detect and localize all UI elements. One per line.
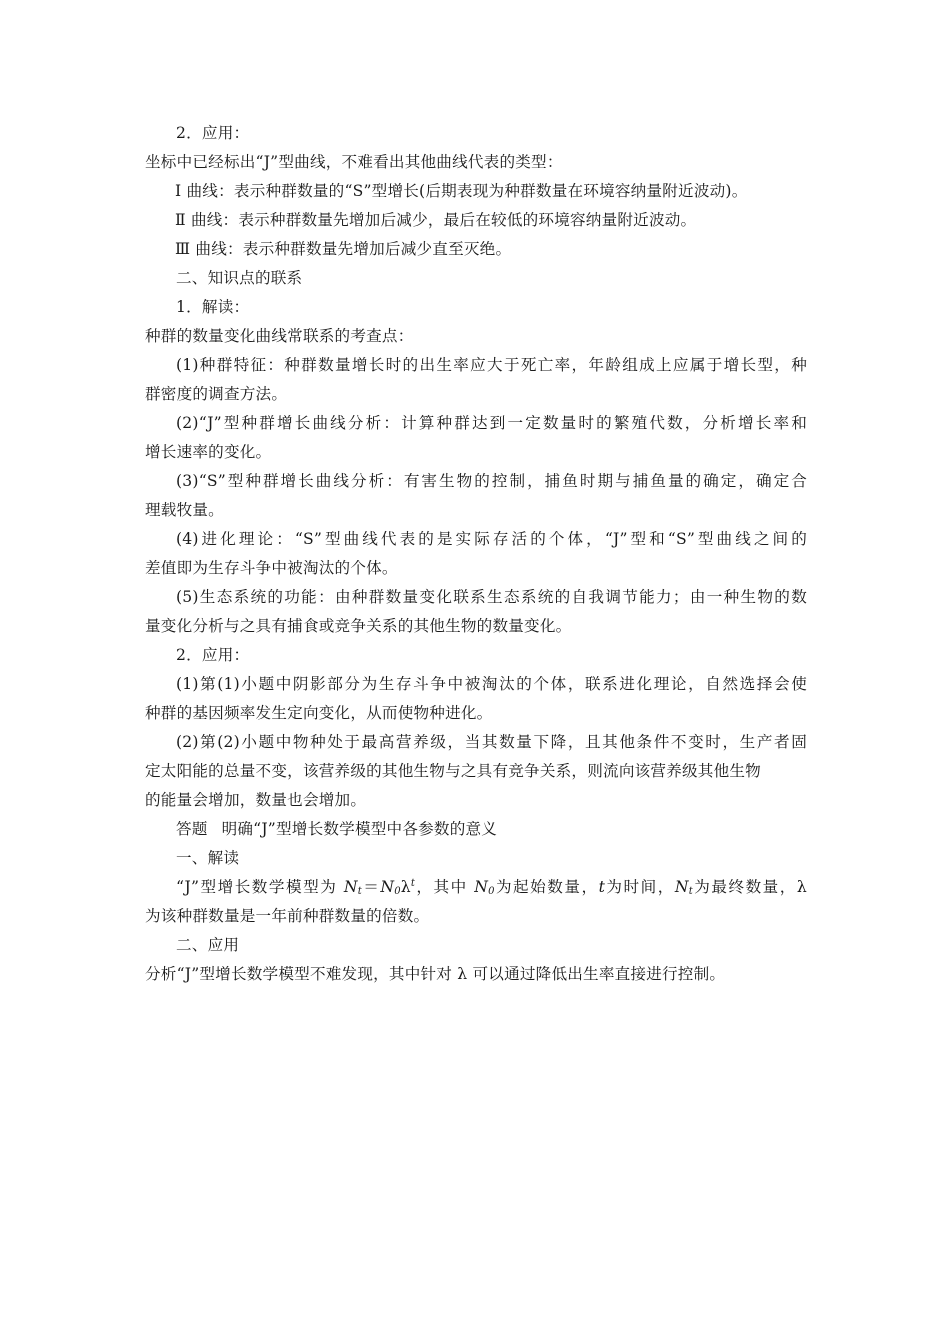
paragraph-line: 为该种群数量是一年前种群数量的倍数。 [145,907,430,925]
paragraph-line: 量变化分析与之具有捕食或竞争关系的其他生物的数量变化。 [145,617,572,635]
answer-heading [145,815,807,844]
heading-application-2: 2．应用： [176,646,250,664]
formula-sup-t: t [410,878,416,889]
formula-var-n0: N [474,878,489,896]
paragraph-3 [145,467,807,525]
paragraph-line: 理载牧量。 [145,501,224,519]
formula-var-n: N [343,878,358,896]
formula-line [145,873,807,902]
paragraph-line: 的能量会增加，数量也会增加。 [145,791,367,809]
paragraph-line: 定太阳能的总量不变，该营养级的其他生物与之具有竞争关系，则流向该营养级其他生物 [145,762,761,780]
heading-application-1: 2．应用： [176,124,250,142]
section-heading-knowledge-links: 二、知识点的联系 [176,269,303,287]
paragraph-line: (3)“S”型种群增长曲线分析：有害生物的控制，捕鱼时期与捕鱼量的确定，确定合 [176,472,807,490]
formula-sub-0: 0 [394,886,401,897]
paragraph-line: (5)生态系统的功能：由种群数量变化联系生态系统的自我调节能力；由一种生物的数 [176,588,807,606]
paragraph-line: 差值即为生存斗争中被淘汰的个体。 [145,559,398,577]
formula-text: “J”型增长数学模型为 [176,878,344,896]
paragraph-line: (1)种群特征：种群数量增长时的出生率应大于死亡率，年龄组成上应属于增长型，种 [176,356,807,374]
paragraph-line: 增长速率的变化。 [145,443,272,461]
paragraph-line: 种群的基因频率发生定向变化，从而使物种进化。 [145,704,493,722]
paragraph-7 [145,728,807,815]
text-line: 分析“J”型增长数学模型不难发现，其中针对 λ 可以通过降低出生率直接进行控制。 [145,965,726,983]
paragraph-2 [145,409,807,467]
text-curve-3: Ⅲ 曲线：表示种群数量先增加后减少直至灭绝。 [175,240,512,258]
formula-var-t: t [598,878,606,896]
section-heading-interpretation: 一、解读 [176,849,240,867]
paragraph-1 [145,351,807,409]
formula-eq: ＝ [361,878,381,896]
formula-text: 为起始数量， [494,878,599,896]
document-body [145,119,807,989]
paragraph-line: (2)第(2)小题中物种处于最高营养级，当其数量下降，且其他条件不变时，生产者固 [176,733,807,751]
answer-label: 答题 [176,820,208,838]
paragraph-6 [145,670,807,728]
formula-text: 为最终数量， [692,878,797,896]
paragraph-line: (4)进化理论：“S”型曲线代表的是实际存活的个体，“J”型和“S”型曲线之间的 [176,530,807,548]
heading-interpretation: 1．解读： [176,298,250,316]
formula-sub-t: t [357,886,362,897]
paragraph-4 [145,525,807,583]
formula-lambda: λ [400,878,411,896]
formula-var-n0: N [380,878,395,896]
text-line: 种群的数量变化曲线常联系的考查点： [145,327,414,345]
text-line: 坐标中已经标出“J”型曲线，不难看出其他曲线代表的类型： [145,153,563,171]
section-heading-application: 二、应用 [176,936,240,954]
paragraph-5 [145,583,807,641]
text-curve-1: Ⅰ 曲线：表示种群数量的“S”型增长(后期表现为种群数量在环境容纳量附近波动)。 [175,182,748,200]
answer-title: 明确“J”型增长数学模型中各参数的意义 [221,820,498,838]
formula-sub-t: t [688,886,693,897]
paragraph-line: (2)“J”型种群增长曲线分析：计算种群达到一定数量时的繁殖代数，分析增长率和 [176,414,807,432]
formula-text: ，其中 [415,878,475,896]
text-curve-2: Ⅱ 曲线：表示种群数量先增加后减少，最后在较低的环境容纳量附近波动。 [175,211,697,229]
paragraph-line: (1)第(1)小题中阴影部分为生存斗争中被淘汰的个体，联系进化理论，自然选择会使 [176,675,807,693]
formula-var-nt: N [674,878,689,896]
formula-text: 为时间， [605,878,675,896]
paragraph-formula [145,873,807,931]
paragraph-line: 群密度的调查方法。 [145,385,288,403]
formula-sub-0: 0 [488,886,495,897]
formula-lambda: λ [796,878,807,896]
